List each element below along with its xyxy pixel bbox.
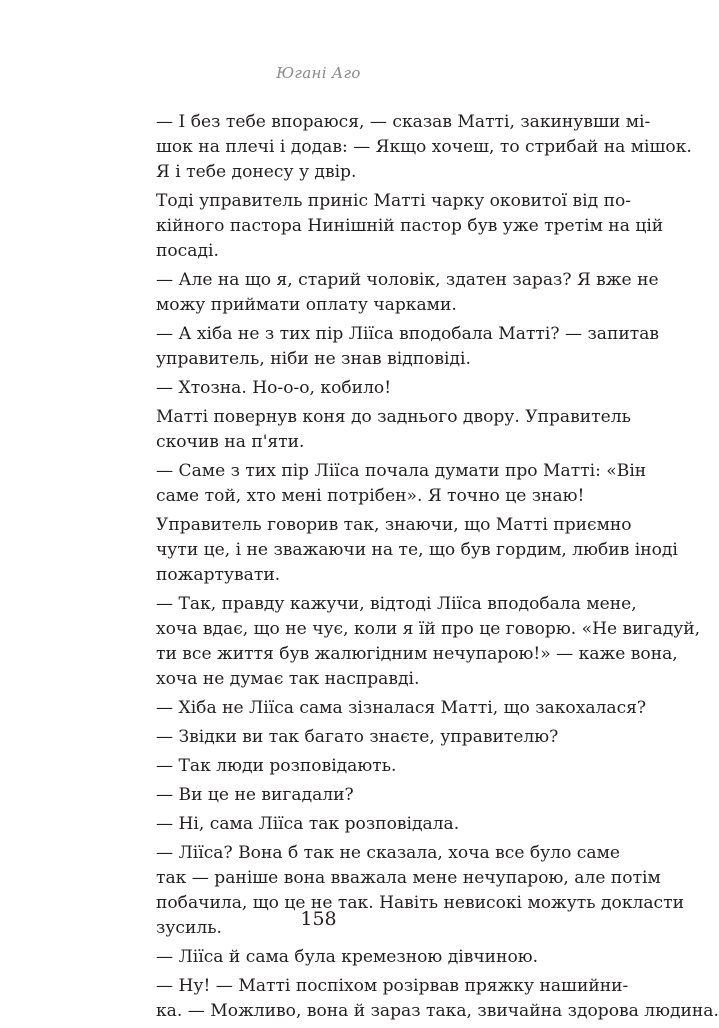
text-line: ти все життя був жалюгідним нечупарою!» — каже вона, bbox=[156, 644, 678, 664]
text-line: хоча не думає так насправді. bbox=[156, 669, 420, 689]
paragraph bbox=[122, 110, 692, 185]
text-line: — Ну! — Матті поспіхом розірвав пряжку нашийни- bbox=[156, 976, 629, 996]
text-line: посаді. bbox=[156, 241, 219, 261]
text-line: чути це, і не зважаючи на те, що був гордим, любив іноді bbox=[156, 540, 678, 560]
text-line: — Хтозна. Но-о-о, кобило! bbox=[156, 378, 392, 398]
text-line: зусиль. bbox=[156, 918, 222, 938]
paragraph bbox=[122, 513, 678, 588]
text-line: управитель, ніби не знав відповіді. bbox=[156, 349, 471, 369]
text-line: — Ліїса? Вона б так не сказала, хоча все було саме bbox=[156, 843, 620, 863]
text-line: — І без тебе впораюся, — сказав Матті, закинувши мі- bbox=[156, 112, 651, 132]
text-line: хоча вдає, що не чує, коли я їй про це говорю. «Не вигадуй, bbox=[156, 619, 701, 639]
paragraph bbox=[122, 696, 647, 721]
running-head: Югані Аго bbox=[276, 64, 361, 82]
text-line: — Але на що я, старий чоловік, здатен зараз? Я вже не bbox=[156, 270, 659, 290]
body-text bbox=[122, 110, 719, 1028]
paragraph bbox=[122, 405, 631, 455]
paragraph bbox=[122, 783, 524, 808]
paragraph bbox=[122, 189, 664, 264]
text-line: — А хіба не з тих пір Ліїса вподобала Матті? — запитав bbox=[156, 324, 660, 344]
text-line: Матті повернув коня до заднього двору. Управитель bbox=[156, 407, 631, 427]
paragraph bbox=[122, 376, 524, 401]
text-line: можу приймати оплату чарками. bbox=[156, 295, 457, 315]
text-line: так — раніше вона вважала мене нечупарою, але потім bbox=[156, 868, 661, 888]
text-line: скочив на п'яти. bbox=[156, 432, 305, 452]
paragraph bbox=[122, 812, 524, 837]
text-line: — Саме з тих пір Ліїса почала думати про Матті: «Він bbox=[156, 461, 647, 481]
paragraph bbox=[122, 725, 559, 750]
text-line: — Ні, сама Ліїса так розповідала. bbox=[156, 814, 460, 834]
text-line: — Ліїса й сама була кремезною дівчиною. bbox=[156, 947, 539, 967]
paragraph bbox=[122, 459, 647, 509]
text-line: — Так люди розповідають. bbox=[156, 756, 397, 776]
paragraph bbox=[122, 974, 719, 1024]
paragraph bbox=[122, 754, 524, 779]
text-line: шок на плечі і додав: — Якщо хочеш, то стрибай на мішок. bbox=[156, 137, 692, 157]
text-line: кійного пастора Нинішній пастор був уже третім на цій bbox=[156, 216, 664, 236]
text-line: саме той, хто мені потрібен». Я точно це знаю! bbox=[156, 486, 585, 506]
paragraph bbox=[122, 322, 660, 372]
text-line: Тоді управитель приніс Матті чарку оковитої від по- bbox=[156, 191, 632, 211]
text-line: побачила, що це не так. Навіть невисокі можуть докласти bbox=[156, 893, 684, 913]
text-line: — Ви це не вигадали? bbox=[156, 785, 354, 805]
text-line: ка. — Можливо, вона й зараз така, звичайна здорова людина. bbox=[156, 1001, 719, 1021]
paragraph bbox=[122, 268, 659, 318]
text-line: Управитель говорив так, знаючи, що Матті приємно bbox=[156, 515, 632, 535]
paragraph bbox=[122, 945, 539, 970]
paragraph bbox=[122, 592, 701, 692]
text-line: пожартувати. bbox=[156, 565, 281, 585]
text-line: — Хіба не Ліїса сама зізналася Матті, що закохалася? bbox=[156, 698, 647, 718]
text-line: — Так, правду кажучи, відтоді Ліїса вподобала мене, bbox=[156, 594, 637, 614]
text-line: Я і тебе донесу у двір. bbox=[156, 162, 357, 182]
text-line: — Звідки ви так багато знаєте, управителю? bbox=[156, 727, 559, 747]
page-number: 158 bbox=[300, 908, 337, 930]
